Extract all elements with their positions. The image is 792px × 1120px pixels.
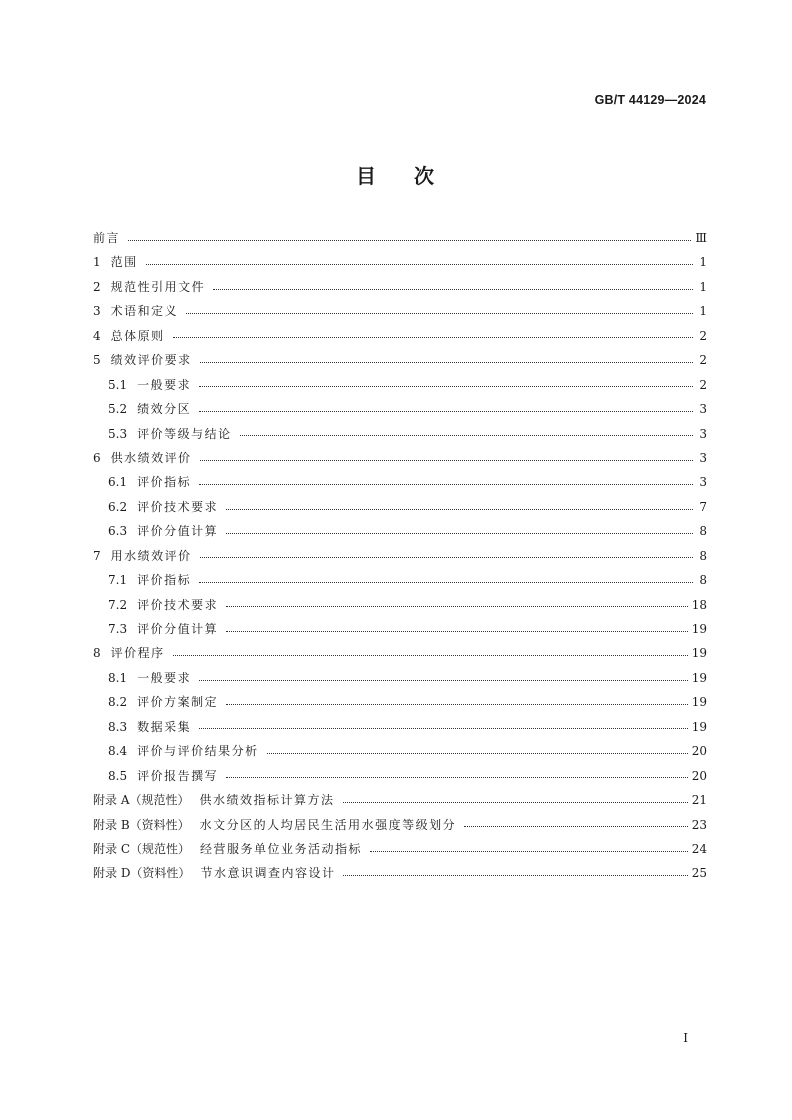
toc-entry-label: 经营服务单位业务活动指标 bbox=[200, 841, 363, 856]
toc-entry-number: 2 bbox=[93, 279, 101, 294]
toc-entry-number: 6.1 bbox=[108, 475, 128, 490]
toc-entry-number: 附录 D（资料性） bbox=[93, 866, 191, 881]
table-of-contents bbox=[93, 226, 707, 886]
toc-dot-leader bbox=[240, 435, 693, 436]
toc-entry[interactable] bbox=[93, 837, 707, 861]
toc-entry-number: 3 bbox=[93, 304, 101, 319]
toc-entry-label: 范围 bbox=[110, 255, 138, 270]
toc-dot-leader bbox=[199, 386, 693, 387]
toc-entry-number: 附录 C（规范性） bbox=[93, 841, 190, 856]
toc-entry-number: 7.2 bbox=[108, 597, 128, 612]
toc-dot-leader bbox=[200, 362, 693, 363]
toc-entry-label: 数据采集 bbox=[137, 719, 192, 734]
toc-entry-page: 2 bbox=[699, 377, 707, 392]
toc-dot-leader bbox=[226, 606, 688, 607]
toc-entry[interactable] bbox=[93, 397, 707, 421]
toc-dot-leader bbox=[213, 289, 693, 290]
toc-entry[interactable] bbox=[93, 568, 707, 592]
toc-entry-label: 评价指标 bbox=[137, 573, 192, 588]
toc-entry-label: 绩效分区 bbox=[137, 402, 192, 417]
toc-entry[interactable] bbox=[93, 226, 707, 250]
toc-entry-page: 3 bbox=[699, 402, 707, 417]
toc-entry-label: 评价技术要求 bbox=[137, 597, 219, 612]
toc-entry[interactable] bbox=[93, 690, 707, 714]
toc-dot-leader bbox=[146, 264, 693, 265]
toc-dot-leader bbox=[464, 826, 688, 827]
toc-entry-number: 5.3 bbox=[108, 426, 128, 441]
toc-dot-leader bbox=[199, 680, 688, 681]
toc-entry-label: 评价报告撰写 bbox=[137, 768, 219, 783]
page-title-part2: 次 bbox=[414, 164, 436, 188]
toc-dot-leader bbox=[199, 411, 693, 412]
toc-entry-number: 6.3 bbox=[108, 524, 128, 539]
toc-dot-leader bbox=[226, 533, 693, 534]
toc-dot-leader bbox=[128, 240, 691, 241]
page-number: I bbox=[683, 1031, 688, 1045]
toc-entry-number: 附录 B（资料性） bbox=[93, 817, 190, 832]
toc-entry-label: 评价分值计算 bbox=[137, 524, 219, 539]
toc-entry[interactable] bbox=[93, 519, 707, 543]
toc-entry-page: 2 bbox=[699, 328, 707, 343]
toc-entry[interactable] bbox=[93, 544, 707, 568]
toc-entry-page: 8 bbox=[699, 573, 707, 588]
toc-entry[interactable] bbox=[93, 788, 707, 812]
toc-entry-label: 节水意识调查内容设计 bbox=[200, 866, 336, 881]
toc-entry[interactable] bbox=[93, 666, 707, 690]
toc-entry-label: 评价与评价结果分析 bbox=[137, 744, 259, 759]
toc-entry-number: 7 bbox=[93, 548, 101, 563]
toc-entry-label: 规范性引用文件 bbox=[110, 279, 206, 294]
toc-entry-page: 18 bbox=[691, 597, 707, 612]
toc-entry[interactable] bbox=[93, 446, 707, 470]
toc-entry-page: 3 bbox=[699, 450, 707, 465]
toc-dot-leader bbox=[226, 777, 688, 778]
toc-entry-number: 8.1 bbox=[108, 670, 128, 685]
toc-entry-label: 评价分值计算 bbox=[137, 622, 219, 636]
toc-entry-page: 19 bbox=[691, 695, 707, 710]
toc-dot-leader bbox=[370, 851, 688, 852]
toc-entry[interactable] bbox=[93, 617, 707, 641]
toc-entry[interactable] bbox=[93, 348, 707, 372]
toc-entry-page: 7 bbox=[699, 499, 707, 514]
toc-entry-number: 8.2 bbox=[108, 695, 128, 710]
toc-entry[interactable] bbox=[93, 250, 707, 274]
toc-entry-label: 一般要求 bbox=[137, 670, 192, 685]
toc-entry-page: 20 bbox=[691, 768, 707, 783]
toc-entry[interactable] bbox=[93, 641, 707, 665]
toc-entry[interactable] bbox=[93, 813, 707, 837]
toc-entry-page: 21 bbox=[691, 793, 707, 808]
toc-dot-leader bbox=[267, 753, 688, 754]
toc-dot-leader bbox=[173, 337, 693, 338]
toc-entry-page: 8 bbox=[699, 548, 707, 563]
toc-entry-page: 8 bbox=[699, 524, 707, 539]
toc-entry[interactable] bbox=[93, 715, 707, 739]
toc-entry[interactable] bbox=[93, 764, 707, 788]
toc-entry[interactable] bbox=[93, 593, 707, 617]
toc-entry[interactable] bbox=[93, 861, 707, 885]
toc-entry-page: 19 bbox=[691, 670, 707, 685]
toc-dot-leader bbox=[226, 509, 693, 510]
toc-entry-page: 19 bbox=[691, 622, 707, 636]
toc-entry-label: 评价等级与结论 bbox=[137, 426, 232, 441]
toc-dot-leader bbox=[199, 484, 693, 485]
toc-entry-label: 总体原则 bbox=[110, 328, 165, 343]
toc-dot-leader bbox=[200, 557, 693, 558]
toc-entry-label: 供水绩效评价 bbox=[110, 450, 192, 465]
toc-dot-leader bbox=[199, 728, 688, 729]
toc-entry-page: 23 bbox=[691, 817, 707, 832]
document-code: GB/T 44129—2024 bbox=[594, 93, 706, 107]
toc-dot-leader bbox=[199, 582, 693, 583]
toc-entry[interactable] bbox=[93, 495, 707, 519]
toc-entry-page: 1 bbox=[699, 304, 707, 319]
toc-entry[interactable] bbox=[93, 422, 707, 446]
toc-entry-page: 19 bbox=[691, 646, 707, 661]
toc-entry-page: 2 bbox=[699, 353, 707, 368]
toc-dot-leader bbox=[343, 802, 688, 803]
toc-entry-page: 1 bbox=[699, 279, 707, 294]
toc-entry-number: 1 bbox=[93, 255, 101, 270]
toc-entry-page: 25 bbox=[691, 866, 707, 881]
toc-entry-label: 供水绩效指标计算方法 bbox=[199, 793, 335, 808]
toc-entry-label: 术语和定义 bbox=[110, 304, 179, 319]
page-title-part1: 目 bbox=[356, 164, 378, 188]
toc-entry-number: 5.2 bbox=[108, 402, 128, 417]
toc-entry-page: Ⅲ bbox=[695, 231, 707, 245]
toc-entry-number: 4 bbox=[93, 328, 101, 343]
toc-entry-page: 1 bbox=[699, 255, 707, 270]
toc-entry-number: 6.2 bbox=[108, 499, 128, 514]
toc-entry-label: 评价方案制定 bbox=[137, 695, 219, 710]
toc-entry-label: 一般要求 bbox=[137, 377, 192, 392]
toc-entry-number: 5 bbox=[93, 353, 101, 368]
toc-entry[interactable] bbox=[93, 275, 707, 299]
toc-entry-page: 24 bbox=[691, 841, 707, 856]
toc-entry-page: 3 bbox=[699, 426, 707, 441]
toc-entry-label: 用水绩效评价 bbox=[110, 548, 192, 563]
toc-entry-page: 20 bbox=[691, 744, 707, 759]
toc-entry[interactable] bbox=[93, 324, 707, 348]
toc-dot-leader bbox=[343, 875, 687, 876]
toc-entry-page: 19 bbox=[691, 719, 707, 734]
toc-dot-leader bbox=[186, 313, 693, 314]
toc-entry-number: 7.1 bbox=[108, 573, 128, 588]
toc-entry-label: 评价指标 bbox=[137, 475, 192, 490]
toc-dot-leader bbox=[226, 704, 688, 705]
toc-entry[interactable] bbox=[93, 470, 707, 494]
toc-entry-label: 水文分区的人均居民生活用水强度等级划分 bbox=[199, 817, 457, 832]
toc-entry-number: 附录 A（规范性） bbox=[93, 793, 190, 808]
toc-entry[interactable] bbox=[93, 373, 707, 397]
toc-entry-label: 评价技术要求 bbox=[137, 499, 219, 514]
toc-dot-leader bbox=[200, 460, 693, 461]
toc-entry-number: 8 bbox=[93, 646, 101, 661]
toc-entry-label: 评价程序 bbox=[110, 646, 165, 661]
toc-entry-number: 8.5 bbox=[108, 768, 128, 783]
toc-entry[interactable] bbox=[93, 299, 707, 323]
toc-entry-label: 绩效评价要求 bbox=[110, 353, 192, 368]
toc-entry-number: 5.1 bbox=[108, 377, 128, 392]
toc-entry-number: 8.4 bbox=[108, 744, 128, 759]
toc-dot-leader bbox=[226, 631, 688, 632]
toc-entry-label: 前言 bbox=[93, 231, 121, 245]
toc-entry-number: 6 bbox=[93, 450, 101, 465]
toc-entry-number: 7.3 bbox=[108, 622, 128, 636]
page-title bbox=[0, 160, 792, 189]
toc-entry[interactable] bbox=[93, 739, 707, 763]
toc-entry-page: 3 bbox=[699, 475, 707, 490]
toc-entry-number: 8.3 bbox=[108, 719, 128, 734]
toc-dot-leader bbox=[173, 655, 688, 656]
